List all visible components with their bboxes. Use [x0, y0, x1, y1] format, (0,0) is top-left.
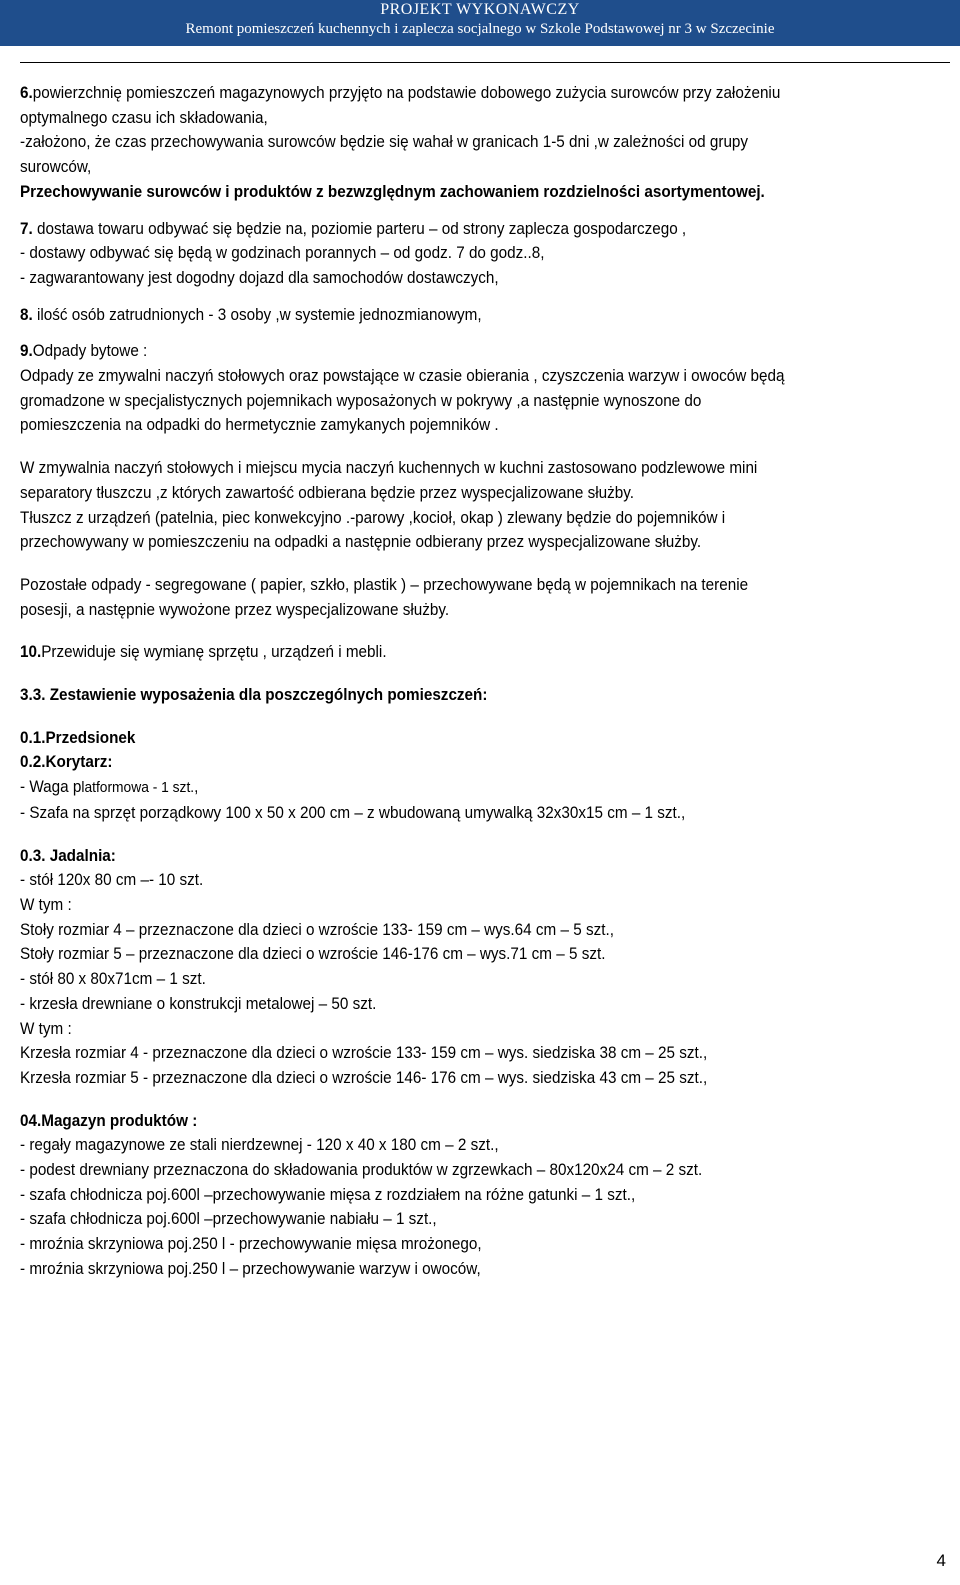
text-line: - dostawy odbywać się będą w godzinach porannych – od godz. 7 do godz..8, — [20, 243, 545, 263]
text-line: pomieszczenia na odpadki do hermetycznie zamykanych pojemników . — [20, 415, 499, 435]
text-line: 6.powierzchnię pomieszczeń magazynowych przyjęto na podstawie dobowego zużycia surowców przy założeniu — [20, 83, 781, 102]
list-item: - mroźnia skrzyniowa poj.250 l - przechowywanie mięsa mrożonego, — [20, 1234, 482, 1254]
room-heading: 04.Magazyn produktów : — [20, 1110, 198, 1130]
list-item: - szafa chłodnicza poj.600l –przechowywanie mięsa z rozdziałem na różne gatunki – 1 szt., — [20, 1184, 636, 1204]
list-item: Stoły rozmiar 5 – przeznaczone dla dzieci o wzroście 146-176 cm – wys.71 cm – 5 szt. — [20, 944, 606, 964]
text-line: Tłuszcz z urządzeń (patelnia, piec konwekcyjno .-parowy ,kocioł, okap ) zlewany będzie do pojemników i — [20, 507, 726, 527]
room-01 — [20, 726, 955, 751]
text-line: separatory tłuszczu ,z których zawartość odbierana będzie przez wyspecjalizowane służby. — [20, 482, 635, 502]
list-item: - podest drewniany przeznaczona do składowania produktów w zgrzewkach – 80x120x24 cm – 2 szt. — [20, 1160, 703, 1180]
section-6 — [20, 81, 955, 205]
room-03 — [20, 844, 955, 1091]
list-item: - stół 120x 80 cm –- 10 szt. — [20, 870, 204, 890]
text-line: 7. dostawa towaru odbywać się będzie na, poziomie parteru – od strony zaplecza gospodarczego , — [20, 218, 687, 238]
list-item: - mroźnia skrzyniowa poj.250 l – przechowywanie warzyw i owoców, — [20, 1258, 481, 1278]
room-heading: 0.1.Przedsionek — [20, 727, 136, 747]
header-title: PROJEKT WYKONAWCZY — [380, 1, 580, 18]
list-item: Stoły rozmiar 4 – przeznaczone dla dzieci o wzroście 133- 159 cm – wys.64 cm – 5 szt., — [20, 919, 614, 939]
list-item: Krzesła rozmiar 5 - przeznaczone dla dzieci o wzroście 146- 176 cm – wys. siedziska 43 cm – 25 szt., — [20, 1067, 708, 1087]
list-item: - regały magazynowe ze stali nierdzewnej - 120 x 40 x 180 cm – 2 szt., — [20, 1135, 499, 1155]
room-heading: 0.2.Korytarz: — [20, 752, 113, 772]
list-item: W tym : — [20, 1018, 72, 1038]
list-item: - Szafa na sprzęt porządkowy 100 x 50 x 200 cm – z wbudowaną umywalką 32x30x15 cm – 1 szt., — [20, 802, 686, 822]
list-item: - krzesła drewniane o konstrukcji metalowej – 50 szt. — [20, 993, 377, 1013]
section-8 — [20, 303, 955, 328]
document-body — [20, 81, 955, 1282]
section-10 — [20, 640, 955, 665]
section-heading: 3.3. Zestawienie wyposażenia dla poszczególnych pomieszczeń: — [20, 685, 488, 705]
header-divider — [20, 62, 950, 63]
room-02 — [20, 750, 955, 825]
list-item: - stół 80 x 80x71cm – 1 szt. — [20, 969, 206, 989]
text-line: przechowywany w pomieszczeniu na odpadki a następnie odbierany przez wyspecjalizowane służby. — [20, 532, 702, 552]
text-line: posesji, a następnie wywożone przez wyspecjalizowane służby. — [20, 599, 450, 619]
text-line: optymalnego czasu ich składowania, — [20, 107, 268, 127]
header-subtitle: Remont pomieszczeń kuchennych i zaplecza socjalnego w Szkole Podstawowej nr 3 w Szczecinie — [185, 21, 775, 37]
list-item: - Waga platformowa - 1 szt., — [20, 777, 199, 797]
text-line: 10.Przewiduje się wymianę sprzętu , urządzeń i mebli. — [20, 642, 387, 662]
text-line: Pozostałe odpady - segregowane ( papier, szkło, plastik ) – przechowywane będą w pojemnikach na terenie — [20, 574, 749, 594]
room-heading: 0.3. Jadalnia: — [20, 845, 116, 865]
text-line: surowców, — [20, 157, 92, 177]
text-line: W zmywalnia naczyń stołowych i miejscu mycia naczyń kuchennych w kuchni zastosowano podzlewowe mini — [20, 458, 758, 478]
list-item: - szafa chłodnicza poj.600l –przechowywanie nabiału – 1 szt., — [20, 1209, 437, 1229]
room-04 — [20, 1109, 955, 1282]
document-header — [0, 0, 960, 46]
section-title: 9.Odpady bytowe : — [20, 341, 148, 361]
list-item: W tym : — [20, 894, 72, 914]
section-7 — [20, 217, 955, 291]
text-line: - zagwarantowany jest dogodny dojazd dla samochodów dostawczych, — [20, 267, 499, 287]
section-3-3 — [20, 683, 955, 708]
text-line: 8. ilość osób zatrudnionych - 3 osoby ,w systemie jednozmianowym, — [20, 304, 482, 324]
text-line: gromadzone w specjalistycznych pojemnikach wyposażonych w pokrywy ,a następnie wynoszone do — [20, 390, 702, 410]
page-number: 4 — [936, 1551, 946, 1570]
text-line: -założono, że czas przechowywania surowców będzie się wahał w granicach 1-5 dni ,w zależności od grupy — [20, 132, 749, 152]
text-line: Odpady ze zmywalni naczyń stołowych oraz powstające w czasie obierania , czyszczenia warzyw i owoców będą — [20, 366, 785, 386]
list-item: Krzesła rozmiar 4 - przeznaczone dla dzieci o wzroście 133- 159 cm – wys. siedziska 38 cm – 25 szt., — [20, 1043, 708, 1063]
text-line-bold: Przechowywanie surowców i produktów z bezwzględnym zachowaniem rozdzielności asortymentowej. — [20, 181, 765, 201]
section-9 — [20, 339, 955, 622]
